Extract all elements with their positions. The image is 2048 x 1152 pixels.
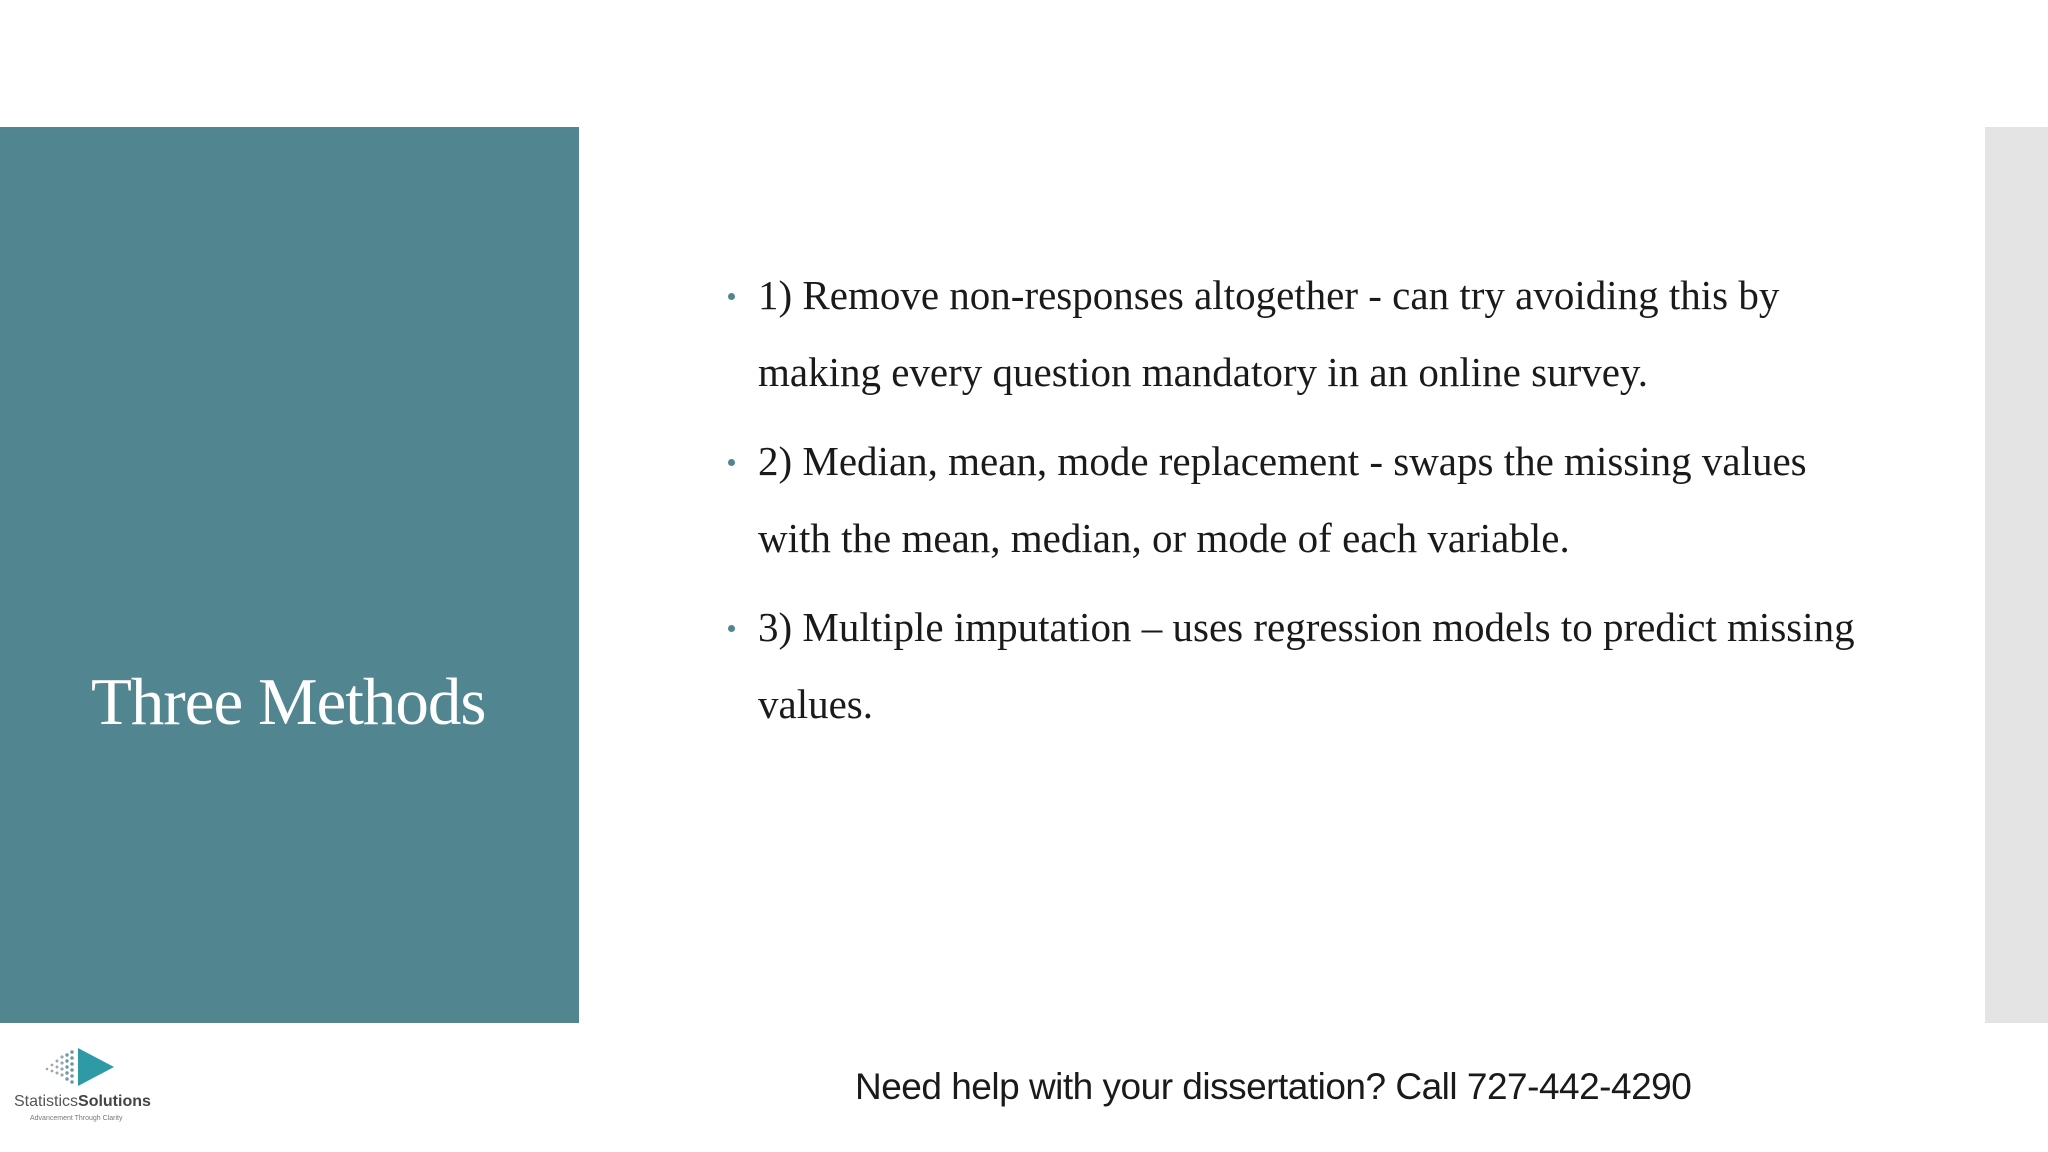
logo-name	[14, 1093, 151, 1111]
logo-tagline: Advancement Through Clarity	[30, 1115, 123, 1122]
bullet-list	[728, 257, 1878, 755]
logo-name-part1: Statistics	[14, 1093, 79, 1110]
bullet-dot-icon	[728, 459, 735, 466]
slide-title: Three Methods	[91, 665, 486, 739]
bullet-dot-icon	[728, 625, 735, 632]
bullet-text: 3) Multiple imputation – uses regression models to predict missing values.	[758, 604, 1855, 727]
play-triangle-dots-icon	[44, 1045, 144, 1089]
bullet-dot-icon	[728, 293, 735, 300]
footer-help-text: Need help with your dissertation? Call 727-442-4290	[855, 1066, 1692, 1107]
bullet-item	[728, 589, 1878, 743]
logo-name-part2: Solutions	[78, 1093, 151, 1110]
bullet-item	[728, 423, 1878, 577]
bullet-item	[728, 257, 1878, 411]
bullet-text: 1) Remove non-responses altogether - can try avoiding this by making every question mandatory in an online survey.	[758, 272, 1780, 395]
statistics-solutions-logo	[14, 1045, 164, 1127]
bullet-text: 2) Median, mean, mode replacement - swaps the missing values with the mean, median, or mode of each variable.	[758, 438, 1807, 561]
title-panel	[0, 127, 579, 1023]
right-side-strip	[1985, 127, 2048, 1023]
